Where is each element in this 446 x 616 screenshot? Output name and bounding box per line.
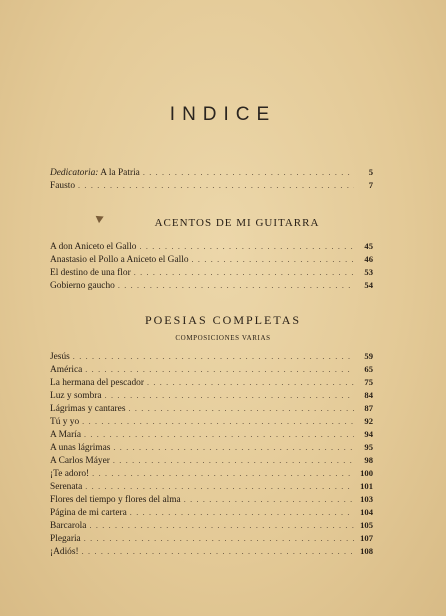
toc-entry bbox=[50, 441, 373, 454]
toc-entry-label: Jesús bbox=[50, 352, 70, 362]
subsection-heading: COMPOSICIONES VARIAS bbox=[175, 334, 271, 342]
toc-leader-dots bbox=[139, 240, 354, 253]
toc-leader-dots bbox=[78, 179, 354, 192]
toc-entry-page: 103 bbox=[360, 494, 373, 504]
toc-leader-dots bbox=[118, 279, 354, 292]
toc-group-acentos bbox=[50, 240, 373, 292]
toc-entry-label: ¡Te adoro! bbox=[50, 469, 90, 479]
toc-leader-dots bbox=[130, 506, 354, 519]
toc-leader-dots bbox=[85, 480, 354, 493]
section-heading-acentos: ACENTOS DE MI GUITARRA bbox=[154, 217, 320, 229]
toc-entry-page: 95 bbox=[364, 442, 373, 452]
toc-entry-label: A unas lágrimas bbox=[50, 443, 111, 453]
toc-entry bbox=[50, 253, 373, 266]
toc-entry-label: Tú y yo bbox=[50, 417, 80, 427]
toc-entry-page: 87 bbox=[364, 403, 373, 413]
section-heading-poesias: POESIAS COMPLETAS bbox=[144, 313, 302, 327]
toc-leader-dots bbox=[113, 454, 354, 467]
toc-entry-page: 98 bbox=[364, 455, 373, 465]
toc-leader-dots bbox=[92, 467, 354, 480]
toc-entry bbox=[50, 532, 373, 545]
toc-entry-page: 84 bbox=[364, 390, 373, 400]
toc-entry bbox=[50, 428, 373, 441]
toc-entry-page: 108 bbox=[360, 546, 373, 556]
toc-entry-label: Lágrimas y cantares bbox=[50, 404, 126, 414]
toc-entry-label: A don Aniceto el Gallo bbox=[50, 242, 137, 252]
toc-entry bbox=[50, 376, 373, 389]
toc-entry-page: 59 bbox=[364, 351, 373, 361]
toc-entry bbox=[50, 506, 373, 519]
toc-entry-label: ¡Adiós! bbox=[50, 547, 79, 557]
toc-entry bbox=[50, 279, 373, 292]
toc-entry-label-italic: Dedicatoria: bbox=[50, 168, 99, 178]
toc-entry bbox=[50, 402, 373, 415]
toc-leader-dots bbox=[82, 545, 354, 558]
toc-entry bbox=[50, 493, 373, 506]
toc-entry bbox=[50, 545, 373, 558]
toc-entry bbox=[50, 454, 373, 467]
toc-entry-page: 75 bbox=[364, 377, 373, 387]
toc-entry-page: 105 bbox=[360, 520, 373, 530]
toc-leader-dots bbox=[192, 253, 354, 266]
toc-entry-label: Barcarola bbox=[50, 521, 87, 531]
toc-leader-dots bbox=[84, 428, 354, 441]
toc-entry-page: 65 bbox=[364, 364, 373, 374]
toc-entry-page: 46 bbox=[364, 254, 373, 264]
toc-entry-label: Serenata bbox=[50, 482, 83, 492]
toc-entry bbox=[50, 519, 373, 532]
toc-group-poesias bbox=[50, 350, 373, 558]
toc-entry-page: 104 bbox=[360, 507, 373, 517]
toc-entry bbox=[50, 415, 373, 428]
toc-entry bbox=[50, 166, 373, 179]
toc-entry-label: La hermana del pescador bbox=[50, 378, 144, 388]
toc-entry bbox=[50, 363, 373, 376]
toc-entry-page: 94 bbox=[364, 429, 373, 439]
toc-leader-dots bbox=[134, 266, 354, 279]
toc-leader-dots bbox=[105, 389, 354, 402]
toc-entry bbox=[50, 240, 373, 253]
toc-leader-dots bbox=[113, 441, 354, 454]
toc-entry bbox=[50, 179, 373, 192]
toc-entry-label-rest: A la Patria bbox=[98, 168, 140, 178]
toc-entry-page: 7 bbox=[368, 180, 373, 190]
toc-entry-page: 100 bbox=[360, 468, 373, 478]
toc-leader-dots bbox=[143, 166, 354, 179]
toc-leader-dots bbox=[184, 493, 354, 506]
toc-entry-label: Fausto bbox=[50, 181, 76, 191]
toc-entry-page: 92 bbox=[364, 416, 373, 426]
toc-leader-dots bbox=[84, 532, 354, 545]
toc-entry bbox=[50, 350, 373, 363]
toc-leader-dots bbox=[129, 402, 355, 415]
toc-group-front-matter bbox=[50, 166, 373, 192]
toc-entry-label: A Carlos Máyer bbox=[50, 456, 110, 466]
toc-leader-dots bbox=[89, 519, 354, 532]
toc-entry-label: El destino de una flor bbox=[50, 268, 131, 278]
toc-entry-label: Luz y sombra bbox=[50, 391, 102, 401]
toc-entry-label: Anastasio el Pollo a Aniceto el Gallo bbox=[50, 255, 189, 265]
page-title: INDICE bbox=[169, 104, 277, 125]
toc-leader-dots bbox=[147, 376, 354, 389]
toc-entry bbox=[50, 480, 373, 493]
toc-entry-page: 107 bbox=[360, 533, 373, 543]
toc-entry bbox=[50, 467, 373, 480]
toc-entry-page: 5 bbox=[368, 167, 373, 177]
toc-entry bbox=[50, 266, 373, 279]
toc-entry-label: Flores del tiempo y flores del alma bbox=[50, 495, 181, 505]
toc-entry bbox=[50, 389, 373, 402]
toc-entry-label: Plegaria bbox=[50, 534, 81, 544]
toc-entry-label: Gobierno gaucho bbox=[50, 281, 115, 291]
toc-leader-dots bbox=[85, 363, 354, 376]
toc-leader-dots bbox=[73, 350, 354, 363]
toc-leader-dots bbox=[82, 415, 354, 428]
toc-entry-label: América bbox=[50, 365, 83, 375]
toc-entry-page: 45 bbox=[364, 241, 373, 251]
toc-entry-label: Página de mi cartera bbox=[50, 508, 127, 518]
toc-entry-page: 54 bbox=[364, 280, 373, 290]
toc-entry-label: A María bbox=[50, 430, 81, 440]
toc-entry-page: 53 bbox=[364, 267, 373, 277]
toc-entry-page: 101 bbox=[360, 481, 373, 491]
